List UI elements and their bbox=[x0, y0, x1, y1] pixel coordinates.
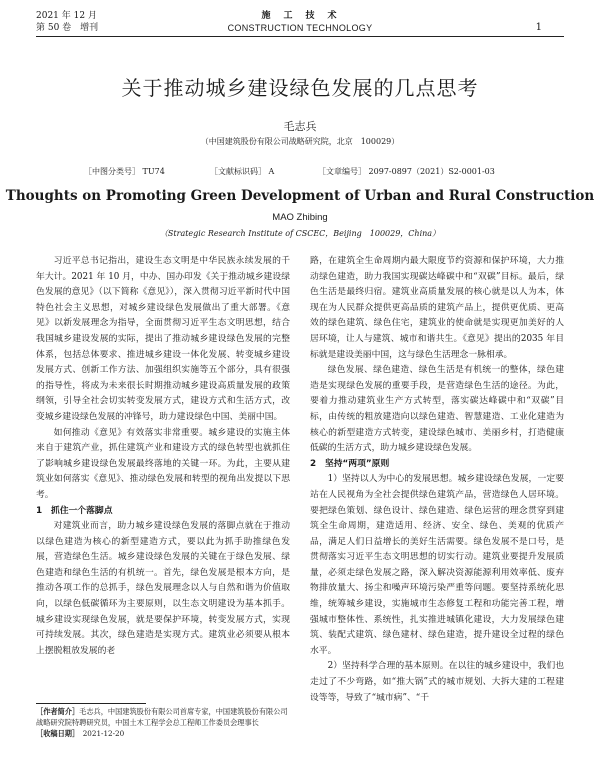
clc-label: ［中图分类号］ bbox=[84, 167, 140, 176]
author-bio-text: 毛志兵，中国建筑股份有限公司首席专家，中国建筑股份有限公司战略研究院特聘研究员，中国土木工程学会总工程师工作委员会理事长 bbox=[36, 707, 288, 727]
body-column-right bbox=[310, 254, 564, 706]
running-header-center bbox=[0, 10, 600, 34]
received-date-label: ［收稿日期］ bbox=[36, 729, 76, 738]
journal-name-cn: 施 工 技 术 bbox=[261, 11, 339, 21]
body-paragraph: 习近平总书记指出，建设生态文明是中华民族永续发展的千年大计。2021 年 10 月，中办、国办印发《关于推动城乡建设绿色发展的意见》（以下简称《意见》），深入贯彻习近平新时代中国特色社会主义思想，对城乡建设绿色发展做出了重大部署。《意见》以新发展理念为指导，全面贯彻习近平生态文明思想，结合我国城乡建设发展的实际，提出了推动城乡建设绿色发展的完整体系，包括总体要求、推进城乡建设一体化发展、转变城乡建设发展方式、创新工作方法、加强组织实施等五个部分，具有很强的指导性，将成为未来很长时期推动城乡建设高质量发展的政策纲领，引导全社会切实转变发展方式，建设方式和生活方式，改变城乡建设绿色发展的冲锋号，助力建设绿色中国、美丽中国。 bbox=[36, 256, 290, 422]
section-heading: 2 坚持“两项”原则 bbox=[310, 458, 390, 469]
article-title-cn: 关于推动城乡建设绿色发展的几点思考 bbox=[121, 76, 479, 100]
doc-code-value: A bbox=[268, 167, 275, 176]
article-id-value: 2097-0897（2021）S2-0001-03 bbox=[368, 167, 495, 176]
article-id bbox=[318, 166, 495, 177]
footnote bbox=[36, 706, 290, 739]
author-bio bbox=[36, 706, 290, 728]
body-column-left bbox=[36, 254, 290, 659]
received-date bbox=[36, 728, 290, 739]
body-paragraph: 绿色发展、绿色建造、绿色生活是有机统一的整体，绿色建造是实现绿色发展的重要手段，是营造绿色生活的途径。为此，要着力推动建筑业生产方式转型，落实碳达峰碳中和“双碳”目标，由传统的粗放建造向以绿色建造、智慧建造、工业化建造为核心的新型建造方式转变，建设绿色城市、美丽乡村，打造健康低碳的生活方式，助力城乡建设绿色发展。 bbox=[310, 365, 564, 454]
journal-name-en: CONSTRUCTION TECHNOLOGY bbox=[227, 23, 373, 33]
clc-value: TU74 bbox=[142, 167, 165, 176]
page-number: 1 bbox=[535, 22, 542, 33]
affiliation-en: （Strategic Research Institute of CSCEC，Beijing 100029，China） bbox=[159, 229, 441, 238]
author-bio-label: ［作者简介］ bbox=[36, 707, 80, 716]
article-title-en: Thoughts on Promoting Green Development of Urban and Rural Construction bbox=[5, 188, 595, 204]
body-paragraph: 1）坚持以人为中心的发展思想。城乡建设绿色发展，一定要站在人民视角为全社会提供绿色建筑产品，营造绿色人居环境。要把绿色策划、绿色设计、绿色建造、绿色运营的理念贯穿到建筑全生命周期，建造适用、经济、安全、绿色、美观的优质产品，满足人们日益增长的美好生活需要。绿色发展不是口号，是贯彻落实习近平生态文明思想的切实行动。建筑业要提升发展质量，必须走绿色发展之路，深入解决资源能源利用效率低、废弃物排放量大、扬尘和噪声环境污染严重等问题。要坚持系统化思维，统筹城乡建设，实施城市生态修复工程和功能完善工程，增强城市整体性、系统性，扎实推进城镇化建设，大力发展绿色建筑、装配式建筑、绿色建材、绿色建造，提升建设全过程的绿色水平。 bbox=[310, 474, 564, 656]
issue-volume: 第 50 卷 增刊 bbox=[36, 23, 99, 33]
document-code bbox=[210, 166, 274, 177]
issue-date: 2021 年 12 月 bbox=[36, 11, 97, 21]
author-en: MAO Zhibing bbox=[272, 212, 328, 223]
section-heading: 1 抓住一个落脚点 bbox=[36, 505, 113, 516]
doc-code-label: ［文献标识码］ bbox=[210, 167, 266, 176]
body-paragraph: 如何推动《意见》有效落实非常重要。城乡建设的实施主体来自于建筑产业，抓住建筑产业和建设方式的绿色转型也就抓住了影响城乡建设绿色发展最终落地的关键一环。为此，主要从建筑业如何落实《意见》、推动绿色发展和转型的视角出发提以下思考。 bbox=[36, 427, 290, 500]
article-id-label: ［文章编号］ bbox=[318, 167, 366, 176]
clc-code bbox=[84, 166, 165, 177]
footnote-rule bbox=[36, 703, 146, 704]
received-date-text: 2021-12-20 bbox=[82, 729, 125, 738]
affiliation-cn: （中国建筑股份有限公司战略研究院，北京 100029） bbox=[200, 137, 400, 146]
author-cn: 毛志兵 bbox=[283, 120, 317, 133]
body-paragraph: 对建筑业而言，助力城乡建设绿色发展的落脚点就在于推动以绿色建造为核心的新型建造方式，要以此为抓手助推绿色发展，营造绿色生活。城乡建设绿色发展的关键在于绿色发展、绿色建造和绿色生活的有机统一。首先，绿色发展是根本方向，是推动各项工作的总抓手，绿色发展理念以人与自然和谐为价值取向，以绿色低碳循环为主要原则，以生态文明建设为基本抓手。城乡建设实现绿色发展，就是要保护环境，转变发展方式，实现可持续发展。其次，绿色建造是实现方式。建筑业必须要从根本上摆脱粗放发展的老 bbox=[36, 521, 290, 656]
body-paragraph: 路，在建筑全生命周期内最大限度节约资源和保护环境，大力推动绿色建造，助力我国实现碳达峰碳中和“双碳”目标。最后，绿色生活是最终归宿。建筑业高质量发展的核心就是以人为本，体现在为人民群众提供更高品质的建筑产品上，提供更优质、更高效的绿色建筑、绿色住宅，建筑业的使命就是实现更加美好的人居环境，让人与建筑、城市和谐共生。《意见》提出的2035 年目标就是建设美丽中国，这与绿色生活理念一脉相承。 bbox=[310, 256, 564, 360]
body-paragraph: 2）坚持科学合理的基本原则。在以往的城乡建设中，我们也走过了不少弯路，如“推大锅”式的城市规划、大拆大建的工程建设等等，导致了“城市病”、“千 bbox=[310, 661, 564, 703]
header-rule bbox=[36, 36, 564, 37]
